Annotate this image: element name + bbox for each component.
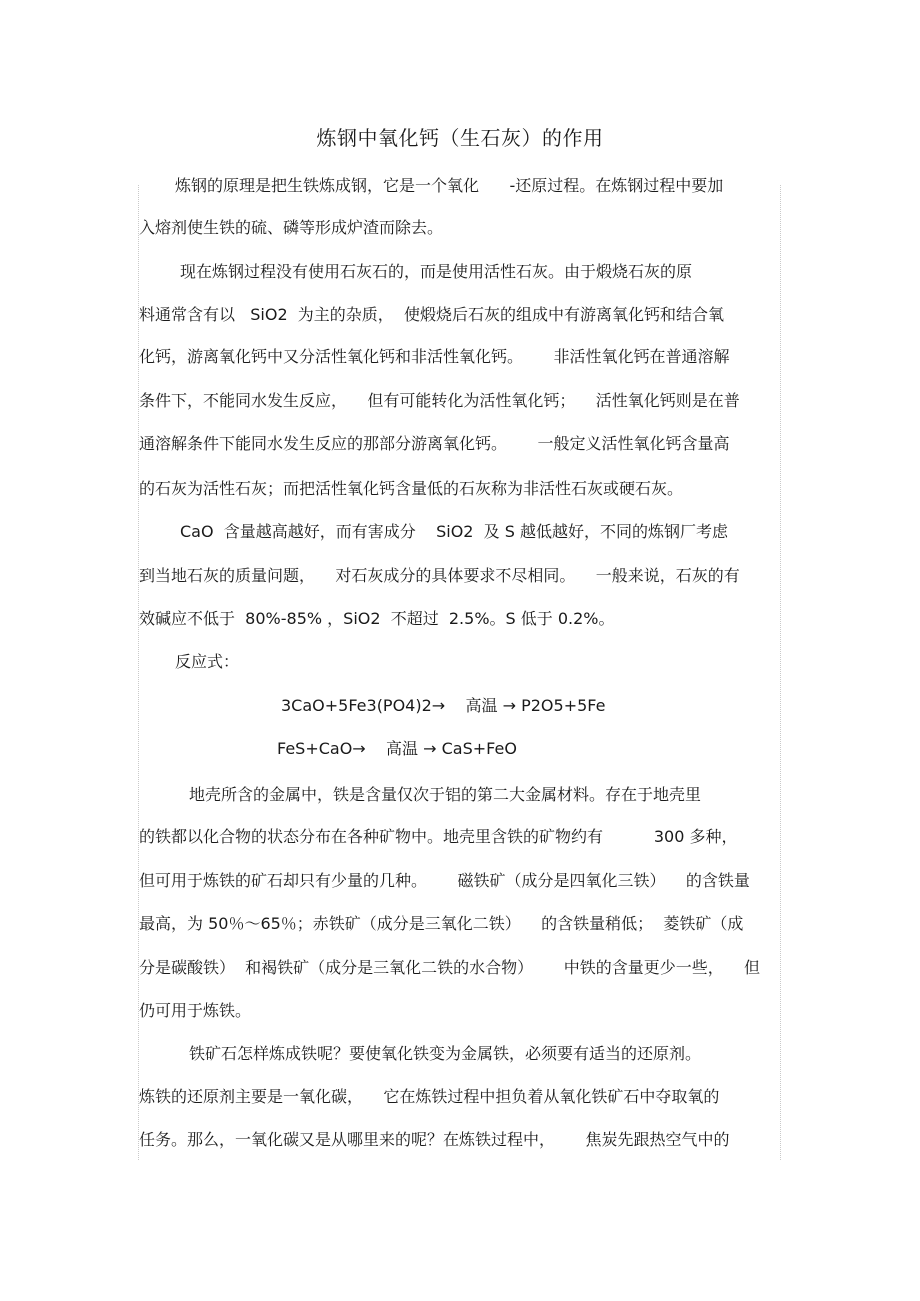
text-line: 条件下，不能同水发生反应， 但有可能转化为活性氧化钙； 活性氧化钙则是在普 — [139, 391, 740, 410]
text-line: 效碱应不低于 80%-85% ，SiO2 不超过 2.5%。S 低于 0.2%。 — [139, 609, 615, 628]
reaction-equation: 3CaO+5Fe3(PO4)2→ 高温 → P2O5+5Fe — [281, 696, 606, 715]
text-line: 的铁都以化合物的状态分布在各种矿物中。地壳里含铁的矿物约有 300 多种， — [139, 827, 738, 846]
text-line: 反应式： — [175, 652, 240, 671]
text-line: 但可用于炼铁的矿石却只有少量的几种。 磁铁矿（成分是四氧化三铁） 的含铁量 — [139, 871, 750, 890]
text-line: 炼铁的还原剂主要是一氧化碳， 它在炼铁过程中担负着从氧化铁矿石中夺取氧的 — [139, 1087, 720, 1106]
text-line: 最高，为 50％～65％；赤铁矿（成分是三氧化二铁） 的含铁量稍低； 菱铁矿（成 — [139, 914, 744, 933]
page-title: 炼钢中氧化钙（生石灰）的作用 — [316, 126, 604, 150]
text-line: 到当地石灰的质量问题， 对石灰成分的具体要求不尽相同。 一般来说，石灰的有 — [139, 566, 740, 585]
text-line: 炼钢的原理是把生铁炼成钢，它是一个氧化 -还原过程。在炼钢过程中要加 — [175, 176, 724, 195]
text-line: 铁矿石怎样炼成铁呢？要使氧化铁变为金属铁，必须要有适当的还原剂。 — [189, 1044, 702, 1063]
text-line: CaO 含量越高越好，而有害成分 SiO2 及 S 越低越好，不同的炼钢厂考虑 — [180, 522, 728, 541]
text-line: 的石灰为活性石灰；而把活性氧化钙含量低的石灰称为非活性石灰或硬石灰。 — [139, 479, 684, 498]
text-line: 仍可用于炼铁。 — [139, 1001, 252, 1020]
text-line: 分是碳酸铁） 和褐铁矿（成分是三氧化二铁的水合物） 中铁的含量更少一些， 但 — [139, 958, 761, 977]
right-margin-rule — [780, 185, 781, 1160]
reaction-equation: FeS+CaO→ 高温 → CaS+FeO — [277, 739, 517, 758]
text-line: 任务。那么，一氧化碳又是从哪里来的呢？在炼铁过程中， 焦炭先跟热空气中的 — [139, 1130, 730, 1149]
text-line: 化钙，游离氧化钙中又分活性氧化钙和非活性氧化钙。 非活性氧化钙在普通溶解 — [139, 347, 730, 366]
text-line: 入熔剂使生铁的硫、磷等形成炉渣而除去。 — [139, 218, 444, 237]
text-line: 现在炼钢过程没有使用石灰石的，而是使用活性石灰。由于煅烧石灰的原 — [180, 262, 693, 281]
text-line: 地壳所含的金属中，铁是含量仅次于铝的第二大金属材料。存在于地壳里 — [189, 785, 702, 804]
text-line: 料通常含有以 SiO2 为主的杂质， 使煅烧后石灰的组成中有游离氧化钙和结合氧 — [139, 305, 724, 324]
text-line: 通溶解条件下能同水发生反应的那部分游离氧化钙。 一般定义活性氧化钙含量高 — [139, 434, 730, 453]
